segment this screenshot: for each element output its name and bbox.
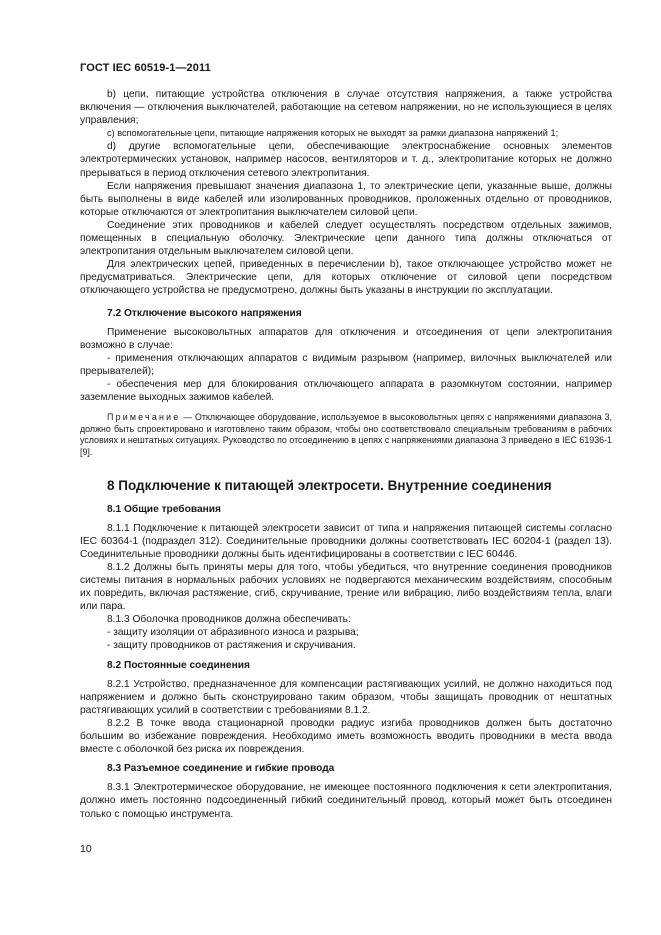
document-header: ГОСТ IEC 60519-1—2011 [80,62,211,74]
paragraph: 8.1.3 Оболочка проводников должна обеспечивать: [107,614,351,626]
paragraph: Для электрических цепей, приведенных в перечислении b), такое отключающее устройство может не предусматриваться. Электрические цепи, для которых отключение от силовой цепи посредством отключающего устройства не предусмотрено, должны быть указаны в инструкции по эксплуатации. [80,259,612,297]
paragraph: 8.1.1 Подключение к питающей электросети зависит от типа и напряжения питающей системы согласно IEC 60364-1 (подраздел 312). Соединительные проводники должны соответствовать IEC 60204-1 (раздел 13). Соединительные проводники должны быть идентифицированы в соответствии с IEC 60446. [80,522,612,560]
list-item: - обеспечения мер для блокирования отключающего аппарата в разомкнутом состоянии, например заземление выходных зажимов кабелей. [80,378,612,404]
section-heading-8: 8 Подключение к питающей электросети. Внутренние соединения [107,477,552,493]
list-item: - применения отключающих аппаратов с видимым разрывом (например, вилочных выключателей или прерывателей); [80,352,612,377]
list-item: - защиту проводников от растяжения и скручивания. [107,640,356,652]
paragraph: 8.3.1 Электротермическое оборудование, не имеющее постоянного подключения к сети электропитания, должно иметь постоянно подсоединенный гибкий соединительный провод, который может быть отсоединен только с помощью инструмента. [80,782,612,820]
paragraph: Применение высоковольтных аппаратов для отключения и отсоединения от цепи электропитания возможно в случае: [80,326,612,351]
note-text: — Отключающее оборудование, используемое в высоковольтных цепях с напряжениями диапазона 3, должно быть спроектировано и изготовлено таким образом, чтобы оно соответствовало специальным требованиям в рабочих условиях и нештатных ситуациях. Руководство по отсоединению в цепях с напряжениями диапазона 3 приведено в IEC 61936-1 [9]. [80,412,612,457]
paragraph: Если напряжения превышают значения диапазона 1, то электрические цепи, указанные выше, должны быть выполнены в виде кабелей или изолированных проводников, проложенных отдельно от проводников, которые отключаются от электропитания выключателем силовой цепи. [80,180,612,218]
section-heading-8-3: 8.3 Разъемное соединение и гибкие провода [107,763,335,775]
note [80,412,612,458]
paragraph: Соединение этих проводников и кабелей следует осуществлять посредством отдельных зажимов, помещенных в специальную оболочку. Электрические цепи данного типа должны отключаться от электропитания отдельным выключателем силовой цепи. [80,219,612,258]
list-item: - защиту изоляции от абразивного износа и разрыва; [107,627,359,639]
page-number: 10 [80,843,92,855]
paragraph: 8.2.1 Устройство, предназначенное для компенсации растягивающих усилий, не должно находиться под напряжением и должно быть сконструировано таким образом, чтобы защищать проводник от нештатных растягивающих усилий в соответствии с требованиями 8.1.2. [80,678,612,716]
list-item-d: d) другие вспомогательные цепи, обеспечивающие электроснабжение основных элементов электротермических установок, например насосов, вентиляторов и т. д., электропитание которых не должно прерываться в период отключения сетевого электропитания. [80,141,612,179]
section-heading-8-2: 8.2 Постоянные соединения [107,659,250,671]
note-label: Примечание [107,412,181,423]
page-content [80,88,612,821]
list-item-b: b) цепи, питающие устройства отключения в случае отсутствия напряжения, а также устройства включения — отключения выключателей, работающие на сетевом напряжении, но не использующиеся в целях управления; [80,89,612,127]
paragraph: 8.2.2 В точке ввода стационарной проводки радиус изгиба проводников должен быть достаточно большим во избежание повреждения. Необходимо иметь возможность вводить проводники в места ввода вместе с оболочкой без риска их повреждения. [80,717,612,756]
paragraph: 8.1.2 Должны быть приняты меры для того, чтобы убедиться, что внутренние соединения проводников системы питания в нормальных рабочих условиях не подвергаются механическим воздействиям, способным их повредить, включая растяжение, сгиб, скручивание, трение или вибрацию, либо воздействиям тепла, влаги или пара. [80,561,612,613]
section-heading-8-1: 8.1 Общие требования [107,503,221,515]
section-heading-7-2: 7.2 Отключение высокого напряжения [107,307,302,319]
list-item-c: c) вспомогательные цепи, питающие напряжения которых не выходят за рамки диапазона напряжений 1; [107,128,559,139]
